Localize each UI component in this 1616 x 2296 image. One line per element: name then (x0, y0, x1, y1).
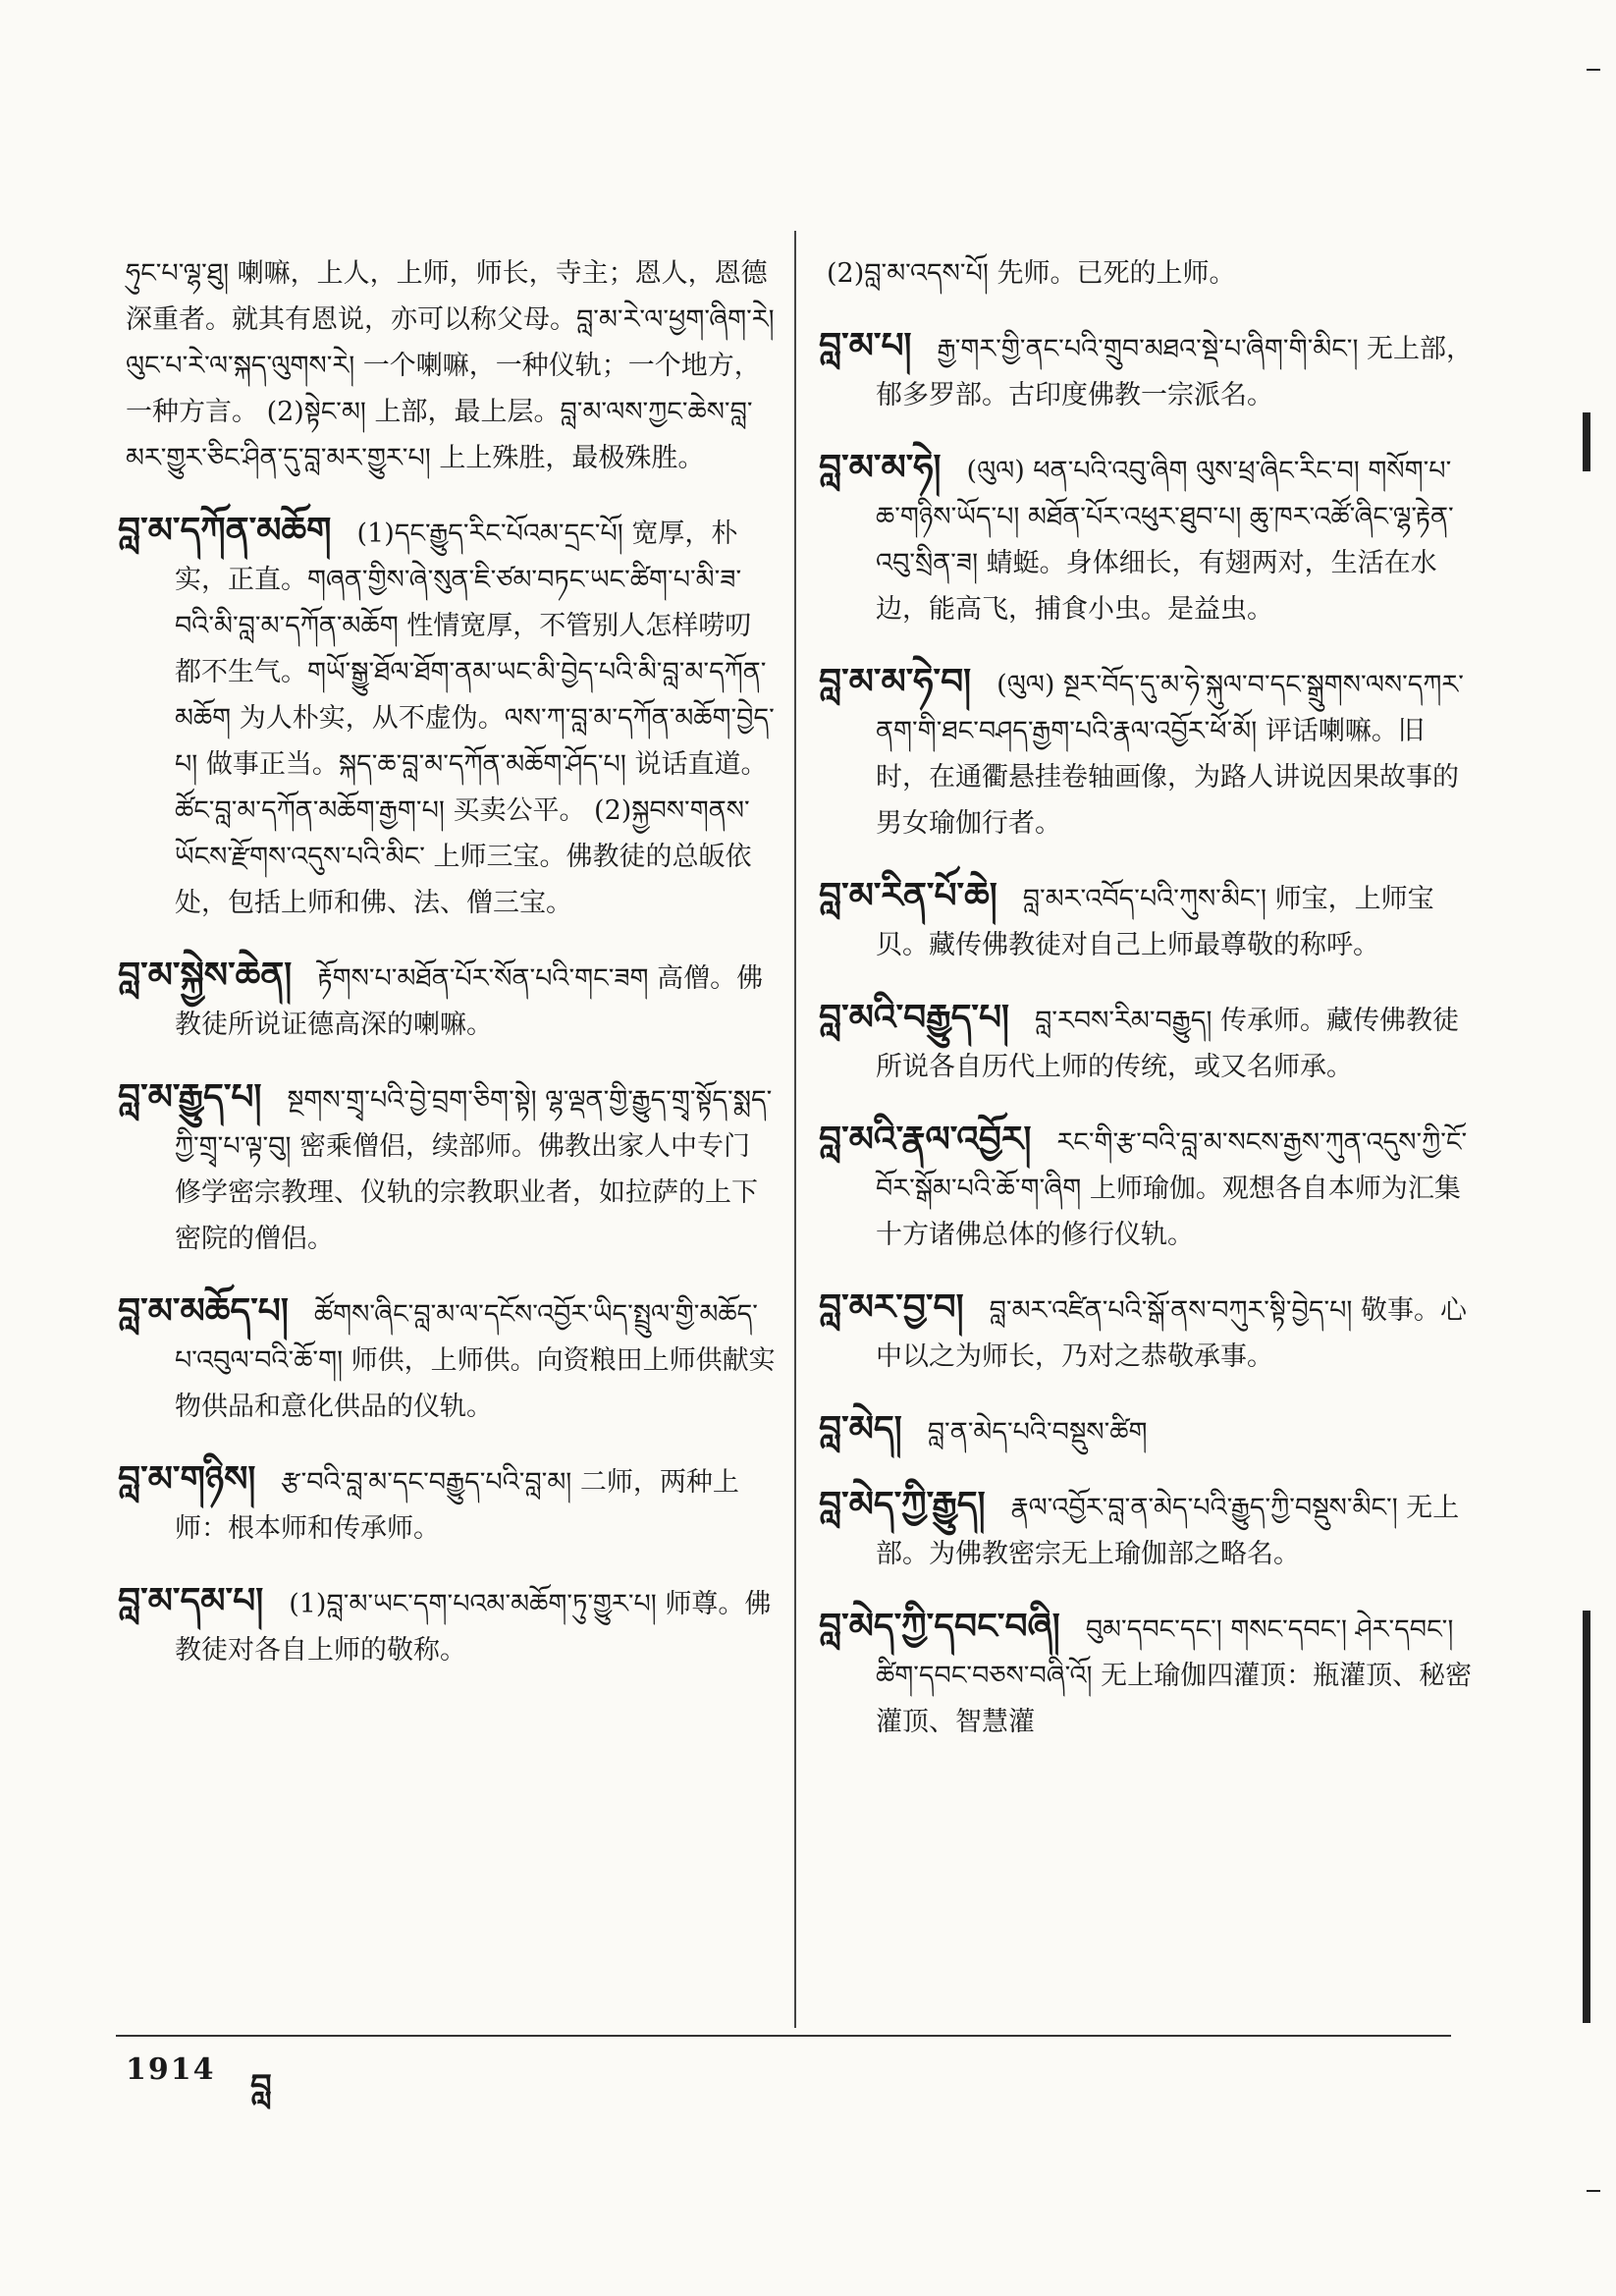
dictionary-entry (118, 1074, 776, 1262)
scan-edge-tick (1587, 2190, 1600, 2192)
definition: བུམ་དབང་དང་། གསང་དབང་། ཤེར་དབང་། ཚིག་དབང་བཅས་བཞི་འོ། 无上瑜伽四灌顶：瓶灌顶、秘密灌顶、智慧灌 (876, 1614, 1473, 1737)
entry-text: ཧུང་པ་ལྷ་ཐུ། 喇嘛，上人，上师，师长，寺主；恩人，恩德深重者。就其有恩说，亦可以称父母。བླ་མ་རེ་ལ་ཕྱག་ཞིག་རེ། ལུང་པ་རེ་ལ་སྐད་ལུགས་རེ། 一个喇嘛，一种仪轨；一个地方，一种方言。 (2)སྟེང་མ། 上部，最上层。བླ་མ་ལས་ཀྱང་ཆེས་བླ་མར་གྱུར་ཅིང་ཤིན་དུ་བླ་མར་གྱུར་པ། 上上殊胜，最极殊胜。 (126, 258, 775, 473)
definition: བླ་མར་འབོད་པའི་ཀུས་མིང་། 师宝，上师宝贝。藏传佛教徒对自己上师最尊敬的称呼。 (876, 884, 1434, 960)
definition: རྟོགས་པ་མཐོན་པོར་སོན་པའི་གང་ཟག 高僧。佛教徒所说证德高深的喇嘛。 (175, 963, 764, 1040)
headword: བླ་མ་མ་ཧེ། (819, 447, 942, 488)
dictionary-entry (819, 1285, 1475, 1380)
headword: བླ་མ་གཉིས། (118, 1458, 256, 1500)
column-divider (794, 231, 796, 2028)
entry-text: (2)བླ་མ་འདས་པོ། 先师。已死的上师。 (827, 258, 1236, 289)
headword: བླ་མེད་ཀྱི་རྒྱུད། (819, 1484, 986, 1525)
footer-rule (116, 2035, 1451, 2037)
headword: བླ་མར་བྱ་བ། (819, 1286, 964, 1328)
definition: བླ་མར་འཛིན་པའི་སྒོ་ནས་བཀུར་སྟི་བྱེད་པ། 敬事。心中以之为师长，乃对之恭敬承事。 (876, 1295, 1468, 1372)
dictionary-entry (819, 1482, 1475, 1577)
dictionary-entry (819, 1117, 1475, 1258)
headword: བླ་མ་སྐྱེས་ཆེན། (118, 955, 293, 996)
definition: བླ་རབས་རིམ་བརྒྱུད། 传承师。藏传佛教徒所说各自历代上师的传统，或又名师承。 (876, 1006, 1460, 1082)
dictionary-entry (118, 508, 776, 926)
entry-continuation (827, 250, 1475, 297)
headword: བླ་མེད། (819, 1408, 902, 1449)
headword: བླ་མའི་རྣལ་འབྱོར། (819, 1119, 1032, 1160)
headword: བླ་མེད་ཀྱི་དབང་བཞི། (819, 1606, 1060, 1647)
headword: བླ་མ་མཆོད་པ། (118, 1290, 289, 1332)
definition: བླ་ན་མེད་པའི་བསྡུས་ཚིག (927, 1417, 1148, 1448)
entry-continuation (126, 250, 776, 481)
headword: བླ་མ་རིན་པོ་ཆེ། (819, 875, 997, 916)
dictionary-entry (118, 1288, 776, 1430)
dictionary-entry (118, 1456, 776, 1552)
definition: (1)དང་རྒྱུད་རིང་པོའམ་དྲང་པོ། 宽厚，朴实，正直。གཞན་གྱིས་ཞེ་སུན་ཇི་ཙམ་བཏང་ཡང་ཚིག་པ་མི་ཟ་བའི་མི་བླ་མ་དཀོན་མཆོག 性情宽厚，不管别人怎样唠叨都不生气。གཡོ་སྒྱུ་ཐོལ་ཐོག་ནམ་ཡང་མི་བྱེད་པའི་མི་བླ་མ་དཀོན་མཆོག 为人朴实，从不虚伪。ལས་ཀ་བླ་མ་དཀོན་མཆོག་བྱེད་པ། 做事正当。སྐད་ཆ་བླ་མ་དཀོན་མཆོག་ཤོད་པ། 说话直道。ཚོང་བླ་མ་དཀོན་མཆོག་རྒྱག་པ། 买卖公平。 (2)སྐྱབས་གནས་ཡོངས་རྫོགས་འདུས་པའི་མིང་ 上师三宝。佛教徒的总皈依处，包括上师和佛、法、僧三宝。 (175, 519, 775, 918)
definition: རྒྱ་གར་གྱི་ནང་པའི་གྲུབ་མཐའ་སྡེ་པ་ཞིག་གི་མིང་། 无上部，郁多罗部。古印度佛教一宗派名。 (876, 334, 1474, 410)
headword: བླ་མ་པ། (819, 325, 912, 366)
dictionary-entry (118, 953, 776, 1048)
dictionary-entry (819, 1406, 1475, 1455)
definition: རྣལ་འབྱོར་བླ་ན་མེད་པའི་རྒྱུད་ཀྱི་བསྡུས་མིང་། 无上部。为佛教密宗无上瑜伽部之略名。 (876, 1493, 1460, 1569)
dictionary-entry (819, 995, 1475, 1090)
left-column (118, 224, 776, 1683)
scan-edge-mark (1583, 1611, 1590, 2023)
definition: (ལུལ) སྔར་བོད་དུ་མ་ཧེ་སྐུལ་བ་དང་སྒྲུགས་ལས་དཀར་ནག་གི་ཐང་བཤད་རྒྱག་པའི་རྣལ་འབྱོར་ཕོ་མོ། 评话喇嘛。旧时，在通衢悬挂卷轴画像，为路人讲说因果故事的男女瑜伽行者。 (876, 670, 1464, 839)
right-column (819, 224, 1475, 1755)
definition: རྩ་བའི་བླ་མ་དང་བརྒྱུད་པའི་བླ་མ། 二师，两种上师：根本师和传承师。 (175, 1467, 739, 1544)
scan-edge-tick (1587, 69, 1600, 71)
dictionary-entry (819, 1604, 1475, 1745)
headword: བླ་མ་མ་ཧེ་བ། (819, 661, 972, 702)
definition: སྔགས་གྲྭ་པའི་བྱེ་བྲག་ཅིག་སྟེ། ལྷ་ལྡན་གྱི་རྒྱུད་གྲྭ་སྟོད་སྨད་ཀྱི་གྲྭ་པ་ལྟ་བུ། 密乘僧侣，续部师。佛教出家人中专门修学密宗教理、仪轨的宗教职业者，如拉萨的上下密院的僧侣。 (175, 1085, 773, 1254)
headword: བླ་མ་རྒྱུད་པ། (118, 1076, 262, 1118)
dictionary-entry (819, 445, 1475, 632)
dictionary-entry (819, 323, 1475, 418)
definition: (ལུལ) ཕན་པའི་འབུ་ཞིག ལུས་ཕྲ་ཞིང་རིང་བ། གསོག་པ་ཆ་གཉིས་ཡོད་པ། མཐོན་པོར་འཕུར་ཐུབ་པ། ཆུ་ཁར་འཚོ་ཞིང་ལྷ་རྟེན་འབུ་སྲིན་ཟ། 蜻蜓。身体细长，有翅两对，生活在水边，能高飞，捕食小虫。是益虫。 (876, 456, 1454, 625)
scan-edge-mark (1583, 412, 1590, 471)
page-number: 1914 (126, 2052, 216, 2087)
definition: ཚོགས་ཞིང་བླ་མ་ལ་དངོས་འབྱོར་ཡིད་སྤྲུལ་གྱི་མཆོད་པ་འབུལ་བའི་ཆོ་ག། 师供，上师供。向资粮田上师供献实物供品和意化供品的仪轨。 (175, 1299, 776, 1422)
definition: (1)བླ་མ་ཡང་དག་པའམ་མཆོག་ཏུ་གྱུར་པ། 师尊。佛教徒对各自上师的敬称。 (175, 1589, 772, 1666)
headword: བླ་མ་དཀོན་མཆོག (118, 510, 332, 551)
dictionary-entry (118, 1578, 776, 1673)
running-head: བླ (250, 2067, 272, 2106)
dictionary-entry (819, 873, 1475, 968)
headword: བླ་མའི་བརྒྱུད་པ། (819, 997, 1010, 1038)
dictionary-entry (819, 659, 1475, 847)
definition: རང་གི་རྩ་བའི་བླ་མ་སངས་རྒྱས་ཀུན་འདུས་ཀྱི་ངོ་བོར་སྒོམ་པའི་ཆོ་ག་ཞིག 上师瑜伽。观想各自本师为汇集十方诸佛总体的修行仪轨。 (876, 1127, 1468, 1250)
headword: བླ་མ་དམ་པ། (118, 1580, 264, 1621)
